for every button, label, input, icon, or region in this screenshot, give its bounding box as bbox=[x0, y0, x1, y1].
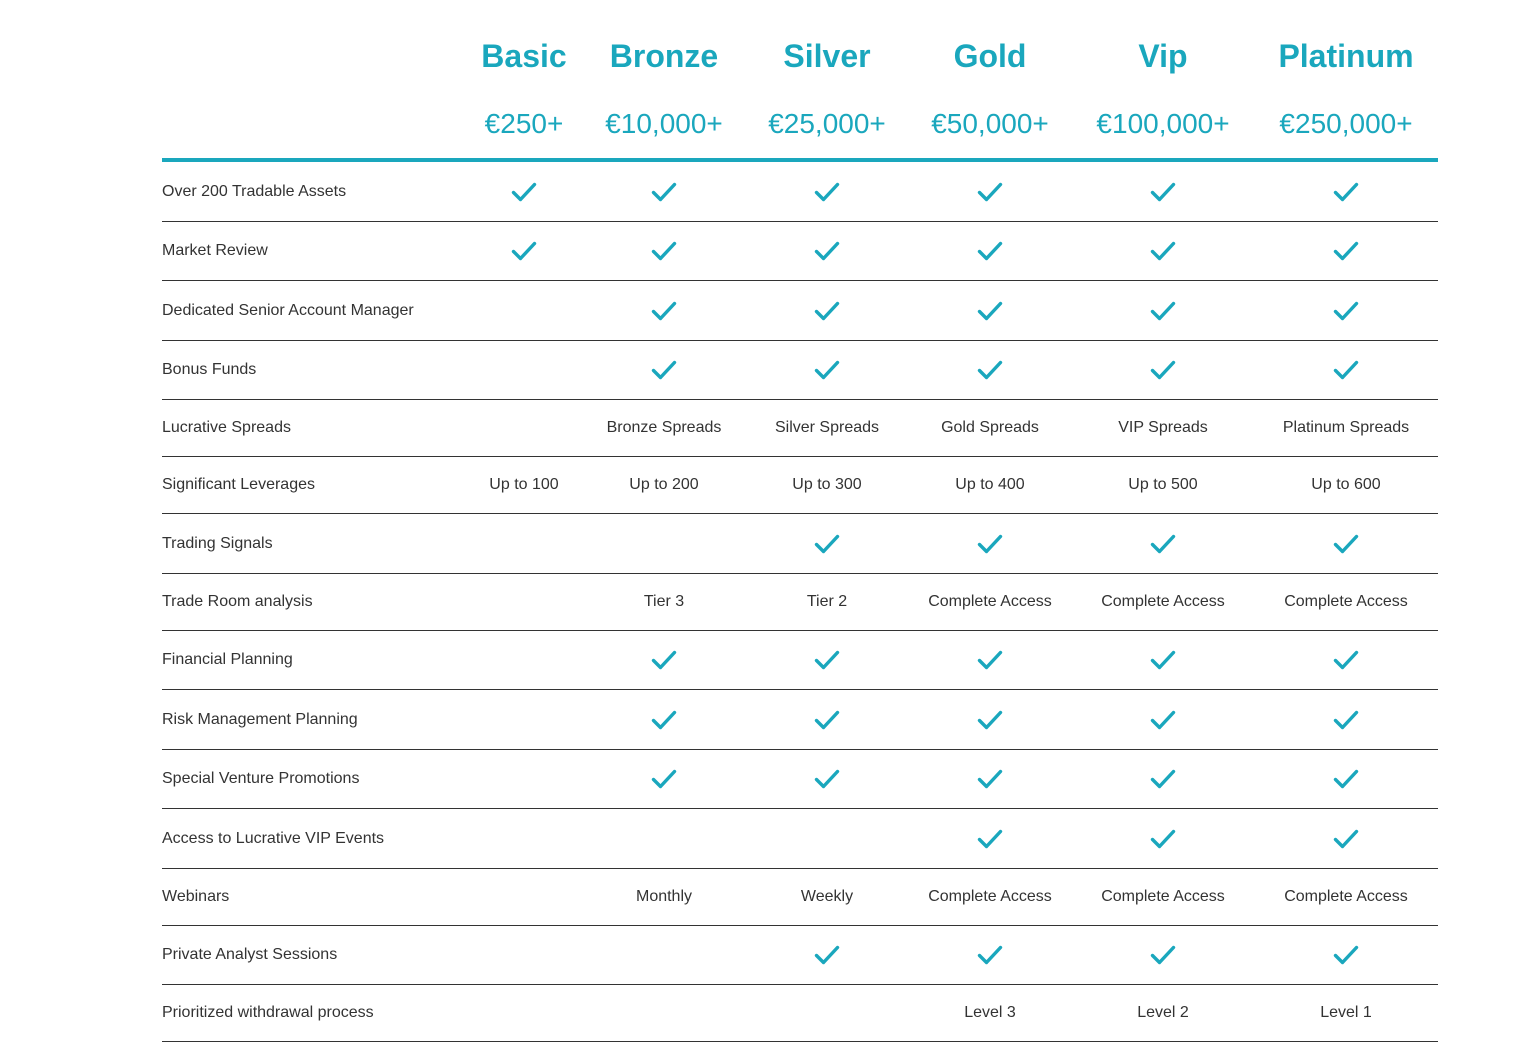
feature-value: Silver Spreads bbox=[774, 419, 880, 436]
feature-value: Monthly bbox=[635, 888, 693, 905]
feature-value: Level 1 bbox=[1320, 1004, 1372, 1021]
feature-value: VIP Spreads bbox=[1118, 419, 1208, 436]
check-icon bbox=[651, 182, 677, 202]
feature-row-over-200-tradable-assets bbox=[162, 162, 1438, 222]
feature-rows bbox=[162, 162, 1438, 1042]
feature-cell bbox=[905, 809, 1075, 868]
tier-name: Platinum bbox=[1278, 38, 1414, 74]
feature-cell bbox=[1078, 631, 1248, 689]
feature-cell bbox=[905, 162, 1075, 221]
feature-value: Complete Access bbox=[1101, 888, 1225, 905]
tier-name: Basic bbox=[481, 38, 567, 74]
check-icon bbox=[1333, 710, 1359, 730]
feature-cell bbox=[742, 631, 912, 689]
feature-cell bbox=[905, 631, 1075, 689]
feature-value: Bronze Spreads bbox=[606, 419, 722, 436]
feature-label: Market Review bbox=[162, 242, 268, 259]
tier-column-vip bbox=[1078, 0, 1248, 158]
feature-cell bbox=[579, 341, 749, 399]
check-icon bbox=[651, 241, 677, 261]
feature-value: Complete Access bbox=[928, 593, 1052, 610]
check-icon bbox=[977, 769, 1003, 789]
check-icon bbox=[1150, 769, 1176, 789]
feature-row-financial-planning bbox=[162, 631, 1438, 690]
check-icon bbox=[977, 534, 1003, 554]
check-icon bbox=[511, 182, 537, 202]
check-icon bbox=[1333, 945, 1359, 965]
feature-row-significant-leverages bbox=[162, 457, 1438, 514]
check-icon bbox=[814, 769, 840, 789]
feature-cell bbox=[579, 222, 749, 280]
check-icon bbox=[977, 650, 1003, 670]
feature-row-trading-signals bbox=[162, 514, 1438, 574]
feature-cell bbox=[579, 162, 749, 221]
feature-cell bbox=[1078, 926, 1248, 984]
feature-row-access-to-lucrative-vip-events bbox=[162, 809, 1438, 869]
check-icon bbox=[814, 301, 840, 321]
check-icon bbox=[651, 769, 677, 789]
check-icon bbox=[1333, 769, 1359, 789]
tier-column-gold bbox=[905, 0, 1075, 158]
feature-cell bbox=[1261, 341, 1431, 399]
check-icon bbox=[1150, 829, 1176, 849]
feature-row-risk-management-planning bbox=[162, 690, 1438, 750]
feature-value: Gold Spreads bbox=[941, 419, 1039, 436]
feature-cell bbox=[905, 281, 1075, 340]
feature-cell bbox=[1261, 809, 1431, 868]
tier-column-silver bbox=[742, 0, 912, 158]
feature-label: Risk Management Planning bbox=[162, 710, 358, 728]
feature-value: Weekly bbox=[800, 888, 854, 905]
feature-label: Dedicated Senior Account Manager bbox=[162, 301, 414, 319]
feature-cell bbox=[1261, 281, 1431, 340]
feature-cell bbox=[905, 341, 1075, 399]
check-icon bbox=[814, 360, 840, 380]
feature-cell bbox=[905, 222, 1075, 280]
check-icon bbox=[651, 360, 677, 380]
feature-row-special-venture-promotions bbox=[162, 750, 1438, 809]
tier-column-bronze bbox=[579, 0, 749, 158]
feature-cell bbox=[742, 162, 912, 221]
tier-price: €25,000+ bbox=[768, 108, 886, 139]
feature-cell bbox=[1261, 222, 1431, 280]
tier-price: €10,000+ bbox=[605, 108, 723, 139]
feature-value: Tier 2 bbox=[806, 593, 848, 610]
feature-row-trade-room-analysis bbox=[162, 574, 1438, 631]
feature-cell bbox=[742, 341, 912, 399]
feature-cell bbox=[742, 690, 912, 749]
feature-cell bbox=[742, 514, 912, 573]
feature-label: Trade Room analysis bbox=[162, 593, 313, 610]
feature-cell bbox=[742, 281, 912, 340]
check-icon bbox=[1150, 710, 1176, 730]
check-icon bbox=[977, 182, 1003, 202]
feature-cell bbox=[579, 750, 749, 808]
feature-cell bbox=[1261, 926, 1431, 984]
feature-value: Complete Access bbox=[1284, 593, 1408, 610]
feature-cell bbox=[1078, 809, 1248, 868]
check-icon bbox=[651, 301, 677, 321]
feature-cell bbox=[905, 926, 1075, 984]
check-icon bbox=[1333, 534, 1359, 554]
tier-name: Silver bbox=[783, 38, 871, 74]
feature-value: Up to 600 bbox=[1311, 476, 1381, 493]
feature-cell bbox=[905, 690, 1075, 749]
check-icon bbox=[814, 241, 840, 261]
check-icon bbox=[814, 710, 840, 730]
feature-value: Up to 100 bbox=[489, 476, 559, 493]
feature-cell bbox=[579, 281, 749, 340]
feature-row-private-analyst-sessions bbox=[162, 926, 1438, 985]
feature-value: Level 3 bbox=[964, 1004, 1016, 1021]
feature-row-dedicated-senior-account-manager bbox=[162, 281, 1438, 341]
tier-price: €100,000+ bbox=[1096, 108, 1230, 139]
feature-label: Bonus Funds bbox=[162, 361, 257, 378]
tier-name: Vip bbox=[1138, 38, 1188, 74]
feature-cell bbox=[1078, 222, 1248, 280]
tier-name: Bronze bbox=[609, 38, 719, 74]
feature-value: Platinum Spreads bbox=[1282, 419, 1410, 436]
check-icon bbox=[1333, 241, 1359, 261]
feature-cell bbox=[579, 690, 749, 749]
check-icon bbox=[1150, 241, 1176, 261]
feature-cell bbox=[905, 750, 1075, 808]
feature-cell bbox=[742, 750, 912, 808]
feature-label: Prioritized withdrawal process bbox=[162, 1004, 374, 1021]
feature-label: Financial Planning bbox=[162, 651, 293, 668]
feature-label: Webinars bbox=[162, 888, 230, 905]
tier-name: Gold bbox=[953, 38, 1027, 74]
check-icon bbox=[977, 241, 1003, 261]
check-icon bbox=[651, 650, 677, 670]
feature-value: Up to 400 bbox=[955, 476, 1025, 493]
tier-price: €250+ bbox=[484, 108, 564, 139]
feature-cell bbox=[742, 222, 912, 280]
feature-value: Up to 200 bbox=[629, 476, 699, 493]
check-icon bbox=[814, 534, 840, 554]
check-icon bbox=[1333, 650, 1359, 670]
check-icon bbox=[977, 301, 1003, 321]
feature-cell bbox=[1261, 162, 1431, 221]
feature-label: Over 200 Tradable Assets bbox=[162, 182, 347, 200]
feature-cell bbox=[1261, 690, 1431, 749]
feature-label: Special Venture Promotions bbox=[162, 770, 360, 787]
feature-cell bbox=[1078, 341, 1248, 399]
feature-row-market-review bbox=[162, 222, 1438, 281]
feature-value: Complete Access bbox=[1101, 593, 1225, 610]
feature-label: Private Analyst Sessions bbox=[162, 946, 338, 963]
feature-cell bbox=[1261, 514, 1431, 573]
check-icon bbox=[511, 241, 537, 261]
feature-label: Access to Lucrative VIP Events bbox=[162, 829, 385, 847]
tier-price: €250,000+ bbox=[1279, 108, 1413, 139]
check-icon bbox=[814, 182, 840, 202]
check-icon bbox=[1150, 182, 1176, 202]
tier-price: €50,000+ bbox=[931, 108, 1049, 139]
check-icon bbox=[977, 360, 1003, 380]
feature-row-lucrative-spreads bbox=[162, 400, 1438, 457]
check-icon bbox=[1150, 360, 1176, 380]
feature-value: Level 2 bbox=[1137, 1004, 1189, 1021]
feature-row-webinars bbox=[162, 869, 1438, 926]
feature-cell bbox=[1078, 514, 1248, 573]
feature-cell bbox=[1078, 750, 1248, 808]
feature-cell bbox=[1261, 631, 1431, 689]
feature-cell bbox=[579, 631, 749, 689]
feature-label: Trading Signals bbox=[162, 534, 273, 552]
feature-value: Complete Access bbox=[928, 888, 1052, 905]
feature-cell bbox=[1078, 162, 1248, 221]
feature-cell bbox=[742, 926, 912, 984]
check-icon bbox=[1333, 182, 1359, 202]
feature-row-bonus-funds bbox=[162, 341, 1438, 400]
check-icon bbox=[1150, 534, 1176, 554]
check-icon bbox=[651, 710, 677, 730]
feature-cell bbox=[1078, 690, 1248, 749]
feature-cell bbox=[1078, 281, 1248, 340]
check-icon bbox=[814, 945, 840, 965]
feature-row-prioritized-withdrawal-process bbox=[162, 985, 1438, 1042]
check-icon bbox=[977, 829, 1003, 849]
check-icon bbox=[1333, 301, 1359, 321]
check-icon bbox=[814, 650, 840, 670]
feature-value: Complete Access bbox=[1284, 888, 1408, 905]
feature-value: Up to 500 bbox=[1128, 476, 1198, 493]
tier-comparison-table bbox=[162, 0, 1438, 1042]
feature-cell bbox=[905, 514, 1075, 573]
check-icon bbox=[1333, 829, 1359, 849]
check-icon bbox=[1333, 360, 1359, 380]
tier-header bbox=[162, 0, 1438, 162]
feature-label: Lucrative Spreads bbox=[162, 419, 291, 436]
feature-value: Tier 3 bbox=[643, 593, 685, 610]
feature-label: Significant Leverages bbox=[162, 476, 315, 493]
check-icon bbox=[1150, 301, 1176, 321]
check-icon bbox=[977, 710, 1003, 730]
check-icon bbox=[1150, 650, 1176, 670]
check-icon bbox=[1150, 945, 1176, 965]
tier-column-platinum bbox=[1261, 0, 1431, 158]
feature-value: Up to 300 bbox=[792, 476, 862, 493]
check-icon bbox=[977, 945, 1003, 965]
feature-cell bbox=[1261, 750, 1431, 808]
